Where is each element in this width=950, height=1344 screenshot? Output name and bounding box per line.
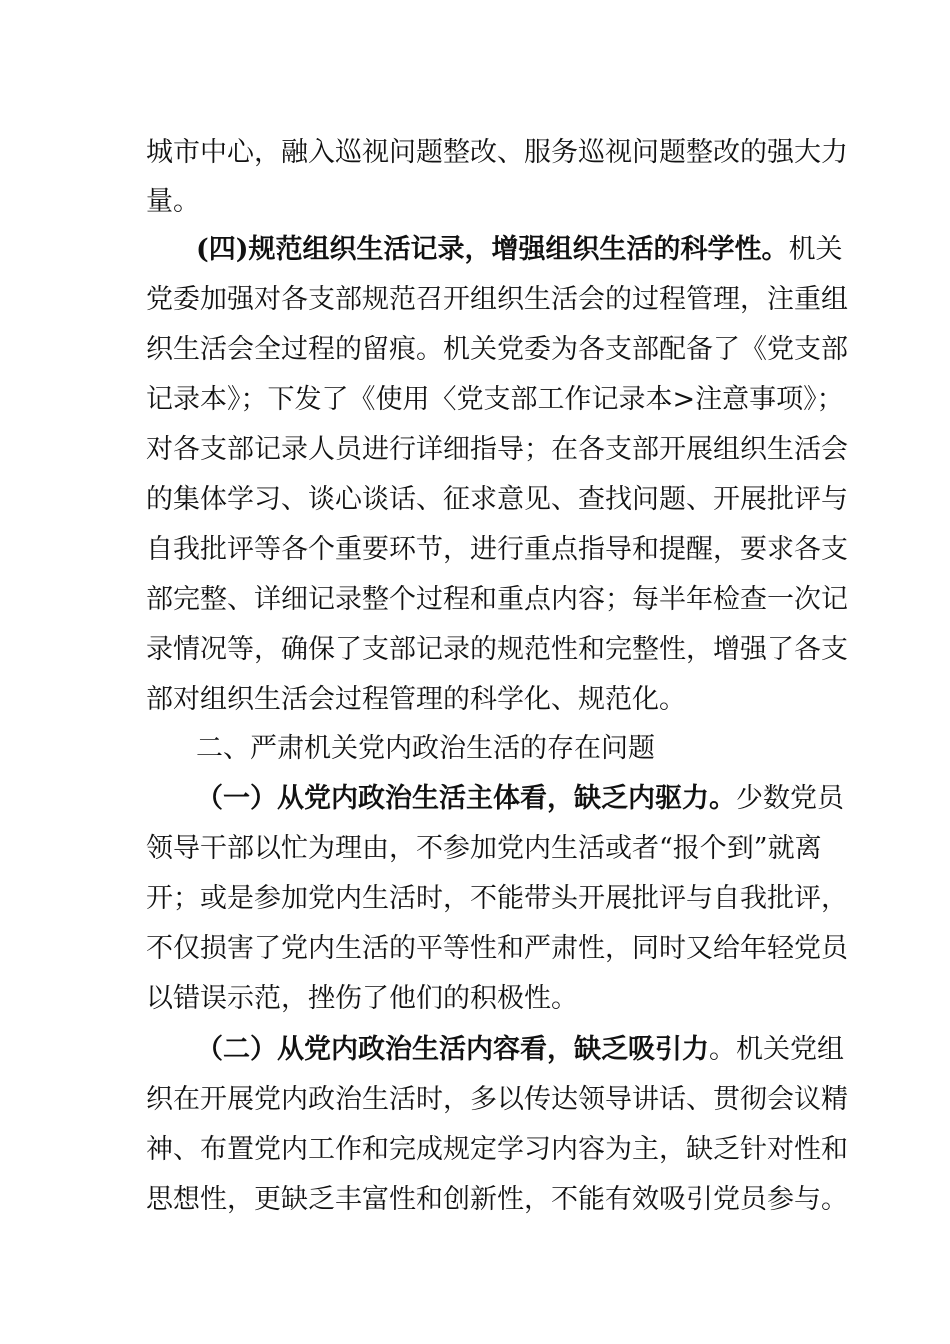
subsection-heading-1: （一）从党内政治生活主体看，缺乏内驱力。 — [196, 783, 736, 814]
subsection-heading-2: （二）从党内政治生活内容看，缺乏吸引力 — [196, 1034, 709, 1065]
paragraph-line: 量。 — [146, 186, 200, 217]
paragraph-text: 机关党组 — [736, 1034, 844, 1065]
paragraph-line: 织在开展党内政治生活时，多以传达领导讲话、贯彻会议精 — [146, 1084, 848, 1115]
paragraph-text: 机关 — [788, 234, 843, 265]
section-heading-4-line — [196, 230, 843, 270]
paragraph-line: 对各支部记录人员进行详细指导；在各支部开展组织生活会 — [146, 434, 848, 465]
paragraph-line: 党委加强对各支部规范召开组织生活会的过程管理，注重组 — [146, 284, 848, 315]
paragraph-line: 城市中心，融入巡视问题整改、服务巡视问题整改的强大力 — [146, 137, 848, 168]
paragraph-line: 录情况等，确保了支部记录的规范性和完整性，增强了各支 — [146, 634, 848, 665]
paragraph-line: 领导干部以忙为理由，不参加党内生活或者“报个到”就离 — [146, 833, 822, 864]
paragraph-line: 思想性，更缺乏丰富性和创新性，不能有效吸引党员参与。 — [146, 1184, 848, 1215]
paragraph-line: 以错误示范，挫伤了他们的积极性。 — [146, 983, 578, 1014]
paragraph-line: 部完整、详细记录整个过程和重点内容；每半年检查一次记 — [146, 584, 848, 615]
paragraph-line: 织生活会全过程的留痕。机关党委为各支部配备了《党支部 — [146, 334, 848, 365]
paragraph-line: 开；或是参加党内生活时，不能带头开展批评与自我批评， — [146, 883, 848, 914]
subsection-heading-1-line — [196, 779, 844, 819]
paragraph-line: 的集体学习、谈心谈话、征求意见、查找问题、开展批评与 — [146, 484, 848, 515]
paragraph-text: 。 — [709, 1034, 736, 1065]
paragraph-line: 不仅损害了党内生活的平等性和严肃性，同时又给年轻党员 — [146, 933, 848, 964]
paragraph-line: 记录本》；下发了《使用〈党支部工作记录本>注意事项》； — [146, 384, 844, 415]
paragraph-line: 部对组织生活会过程管理的科学化、规范化。 — [146, 684, 686, 715]
subsection-heading-2-line — [196, 1030, 844, 1070]
section-heading-2: 二、严肃机关党内政治生活的存在问题 — [196, 733, 655, 764]
paragraph-line: 自我批评等各个重要环节，进行重点指导和提醒，要求各支 — [146, 534, 848, 565]
paragraph-line: 神、布置党内工作和完成规定学习内容为主，缺乏针对性和 — [146, 1134, 848, 1165]
section-heading-4: (四)规范组织生活记录，增强组织生活的科学性。 — [196, 234, 789, 265]
paragraph-text: 少数党员 — [736, 783, 844, 814]
